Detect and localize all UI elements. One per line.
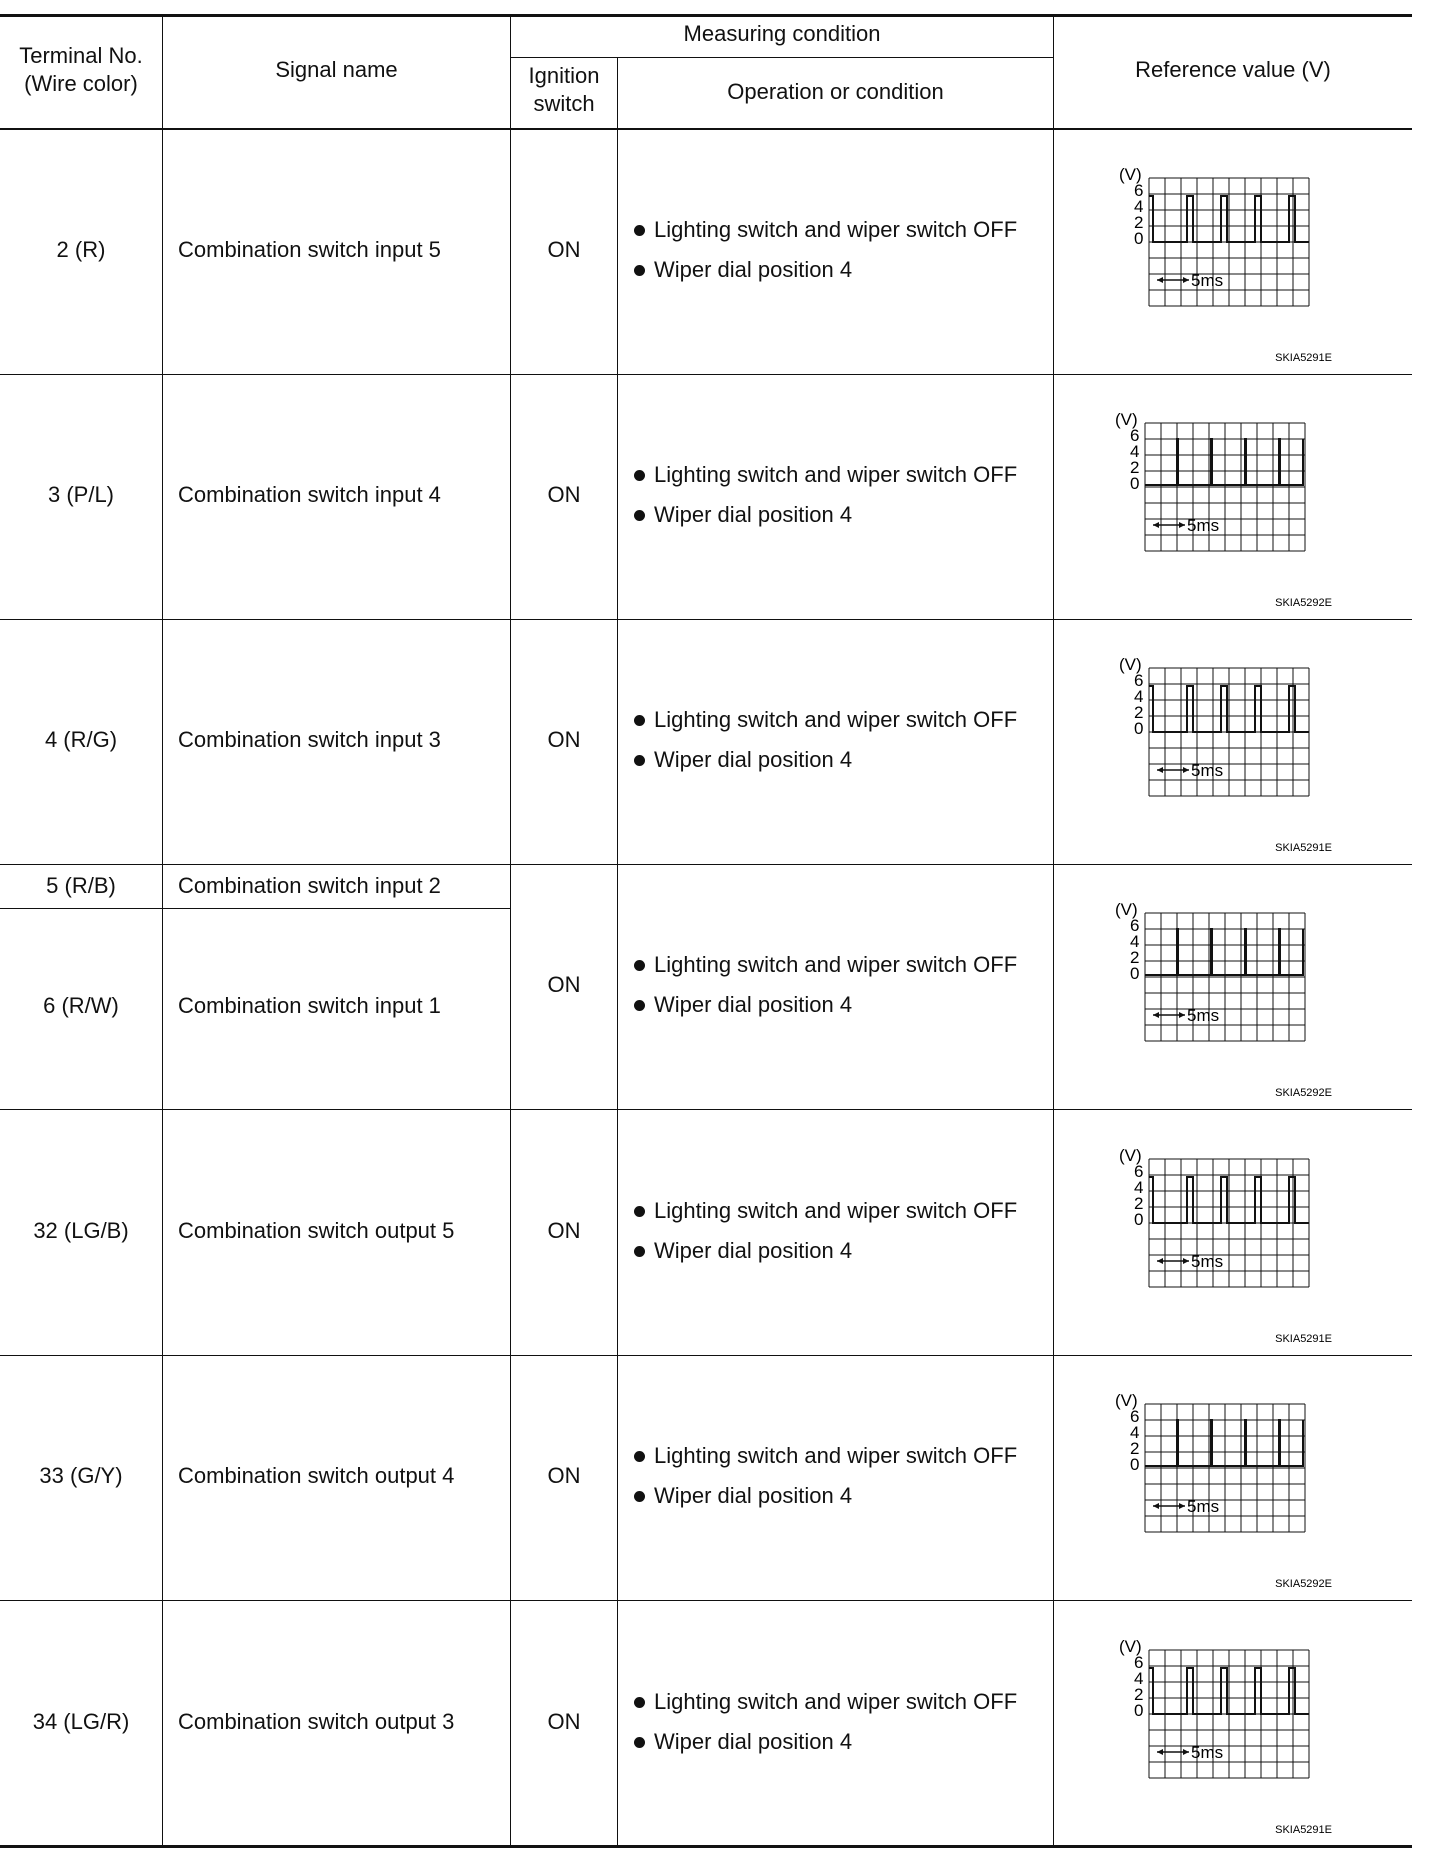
- signal-name-cell: Combination switch input 1: [178, 993, 441, 1018]
- arrow-head-left-icon: [1157, 1749, 1163, 1755]
- y-unit-label: (V): [1119, 1146, 1142, 1165]
- arrow-head-right-icon: [1183, 1749, 1189, 1755]
- bullet-dot-icon: [634, 1491, 645, 1502]
- y-tick-label: 0: [1134, 1701, 1144, 1720]
- arrow-head-left-icon: [1157, 277, 1163, 283]
- condition-bullet: [632, 1728, 1017, 1756]
- y-tick-label: 0: [1134, 719, 1144, 738]
- condition-bullet: [632, 256, 1017, 284]
- table-bottom-rule: [0, 1845, 1412, 1848]
- condition-bullet: [632, 706, 1017, 734]
- figure-code: SKIA5291E: [1275, 352, 1332, 364]
- column-divider: [510, 14, 511, 1847]
- waveform-trace: [1145, 1420, 1303, 1466]
- measuring-subheader-rule: [510, 57, 1053, 58]
- bullet-dot-icon: [634, 1697, 645, 1708]
- arrow-head-right-icon: [1183, 1258, 1189, 1264]
- arrow-head-left-icon: [1153, 1503, 1159, 1509]
- condition-cell: [632, 461, 1017, 541]
- figure-code: SKIA5292E: [1275, 1087, 1332, 1099]
- table-top-rule: [0, 14, 1412, 17]
- y-tick-label: 4: [1130, 1423, 1140, 1442]
- row-divider: [0, 864, 1412, 865]
- waveform-trace: [1145, 929, 1303, 975]
- condition-bullet: [632, 216, 1017, 244]
- header-measuring-condition: Measuring condition: [683, 21, 881, 46]
- condition-cell: [632, 1442, 1017, 1522]
- signal-name-cell: Combination switch output 4: [178, 1463, 455, 1488]
- waveform-figure: [1054, 1384, 1394, 1594]
- condition-cell: [632, 216, 1017, 296]
- ignition-cell: ON: [547, 237, 581, 262]
- condition-cell: [632, 706, 1017, 786]
- y-tick-label: 6: [1130, 1407, 1140, 1426]
- y-tick-label: 6: [1130, 916, 1140, 935]
- condition-text: Lighting switch and wiper switch OFF: [654, 1443, 1018, 1468]
- sub-row-divider: [0, 908, 510, 909]
- condition-text: Wiper dial position 4: [654, 1483, 853, 1508]
- bullet-dot-icon: [634, 960, 645, 971]
- header-signal-name: Signal name: [275, 57, 398, 82]
- condition-text: Wiper dial position 4: [654, 1729, 853, 1754]
- row-divider: [0, 1600, 1412, 1601]
- y-tick-label: 4: [1134, 1669, 1144, 1688]
- signal-name-cell: Combination switch output 5: [178, 1218, 455, 1243]
- waveform-figure: [1054, 1630, 1394, 1840]
- column-divider: [617, 57, 618, 1847]
- bullet-dot-icon: [634, 510, 645, 521]
- header-ignition-switch: [511, 62, 617, 118]
- y-tick-label: 2: [1134, 1194, 1144, 1213]
- y-tick-label: 6: [1134, 1162, 1144, 1181]
- column-divider: [162, 14, 163, 1847]
- y-tick-label: 2: [1134, 703, 1144, 722]
- header-terminal: [0, 42, 162, 98]
- y-tick-label: 6: [1134, 181, 1144, 200]
- header-bottom-rule: [0, 128, 1412, 130]
- ignition-cell: ON: [547, 1463, 581, 1488]
- arrow-head-right-icon: [1179, 1012, 1185, 1018]
- arrow-head-right-icon: [1179, 522, 1185, 528]
- ignition-cell: ON: [547, 1709, 581, 1734]
- condition-bullet: [632, 746, 1017, 774]
- y-unit-label: (V): [1115, 1391, 1138, 1410]
- y-tick-label: 6: [1134, 671, 1144, 690]
- y-tick-label: 2: [1130, 458, 1140, 477]
- arrow-head-right-icon: [1183, 767, 1189, 773]
- condition-text: Lighting switch and wiper switch OFF: [654, 217, 1018, 242]
- figure-code: SKIA5292E: [1275, 597, 1332, 609]
- condition-bullet: [632, 1442, 1017, 1470]
- header-terminal-line2: (Wire color): [24, 71, 138, 96]
- condition-bullet: [632, 501, 1017, 529]
- y-unit-label: (V): [1119, 1637, 1142, 1656]
- ignition-cell: ON: [547, 727, 581, 752]
- time-scale-label: 5ms: [1191, 1743, 1224, 1762]
- condition-bullet: [632, 461, 1017, 489]
- bullet-dot-icon: [634, 1451, 645, 1462]
- terminal-cell: 32 (LG/B): [33, 1218, 129, 1243]
- signal-name-cell: Combination switch input 2: [178, 873, 441, 898]
- condition-bullet: [632, 1482, 1017, 1510]
- time-scale-label: 5ms: [1187, 1006, 1220, 1025]
- ignition-cell: ON: [547, 972, 581, 997]
- row-divider: [0, 1355, 1412, 1356]
- bullet-dot-icon: [634, 1246, 645, 1257]
- condition-bullet: [632, 1688, 1017, 1716]
- condition-text: Lighting switch and wiper switch OFF: [654, 462, 1018, 487]
- arrow-head-left-icon: [1157, 1258, 1163, 1264]
- condition-cell: [632, 1688, 1017, 1768]
- condition-bullet: [632, 1197, 1017, 1225]
- header-operation: Operation or condition: [727, 79, 944, 104]
- waveform-figure: [1054, 403, 1394, 613]
- row-divider: [0, 374, 1412, 375]
- figure-code: SKIA5291E: [1275, 1333, 1332, 1345]
- waveform-figure: [1054, 648, 1394, 858]
- terminal-cell: 4 (R/G): [44, 727, 118, 752]
- arrow-head-left-icon: [1157, 767, 1163, 773]
- arrow-head-right-icon: [1183, 277, 1189, 283]
- condition-text: Wiper dial position 4: [654, 992, 853, 1017]
- condition-text: Wiper dial position 4: [654, 747, 853, 772]
- y-tick-label: 6: [1134, 1653, 1144, 1672]
- time-scale-label: 5ms: [1191, 761, 1224, 780]
- condition-cell: [632, 1197, 1017, 1277]
- y-tick-label: 0: [1130, 1455, 1140, 1474]
- time-scale-label: 5ms: [1191, 271, 1224, 290]
- figure-code: SKIA5291E: [1275, 842, 1332, 854]
- terminal-cell: 33 (G/Y): [39, 1463, 123, 1488]
- ignition-cell: ON: [547, 482, 581, 507]
- y-tick-label: 0: [1130, 474, 1140, 493]
- y-unit-label: (V): [1115, 900, 1138, 919]
- header-ignition-line1: Ignition: [528, 63, 600, 88]
- signal-name-cell: Combination switch input 5: [178, 237, 441, 262]
- waveform-figure: [1054, 158, 1394, 368]
- time-scale-label: 5ms: [1191, 1252, 1224, 1271]
- arrow-head-right-icon: [1179, 1503, 1185, 1509]
- y-unit-label: (V): [1119, 655, 1142, 674]
- row-divider: [0, 619, 1412, 620]
- condition-text: Wiper dial position 4: [654, 502, 853, 527]
- y-tick-label: 0: [1134, 229, 1144, 248]
- y-tick-label: 2: [1134, 213, 1144, 232]
- figure-code: SKIA5291E: [1275, 1824, 1332, 1836]
- y-tick-label: 4: [1134, 687, 1144, 706]
- bullet-dot-icon: [634, 265, 645, 276]
- y-tick-label: 6: [1130, 426, 1140, 445]
- bullet-dot-icon: [634, 1206, 645, 1217]
- condition-bullet: [632, 1237, 1017, 1265]
- signal-name-cell: Combination switch input 4: [178, 482, 441, 507]
- y-unit-label: (V): [1119, 165, 1142, 184]
- signal-name-cell: Combination switch input 3: [178, 727, 441, 752]
- waveform-trace: [1145, 439, 1303, 485]
- condition-text: Lighting switch and wiper switch OFF: [654, 707, 1018, 732]
- row-divider: [0, 1109, 1412, 1110]
- y-tick-label: 4: [1134, 1178, 1144, 1197]
- y-tick-label: 2: [1134, 1685, 1144, 1704]
- condition-cell: [632, 951, 1017, 1031]
- time-scale-label: 5ms: [1187, 1497, 1220, 1516]
- y-tick-label: 4: [1130, 442, 1140, 461]
- bullet-dot-icon: [634, 1737, 645, 1748]
- bullet-dot-icon: [634, 1000, 645, 1011]
- y-tick-label: 4: [1130, 932, 1140, 951]
- arrow-head-left-icon: [1153, 1012, 1159, 1018]
- y-tick-label: 0: [1134, 1210, 1144, 1229]
- condition-text: Lighting switch and wiper switch OFF: [654, 1689, 1018, 1714]
- y-tick-label: 0: [1130, 964, 1140, 983]
- terminal-cell: 6 (R/W): [43, 993, 119, 1018]
- condition-text: Lighting switch and wiper switch OFF: [654, 1198, 1018, 1223]
- header-ignition-line2: switch: [533, 91, 595, 116]
- y-tick-label: 2: [1130, 1439, 1140, 1458]
- y-unit-label: (V): [1115, 410, 1138, 429]
- terminal-cell: 3 (P/L): [47, 482, 115, 507]
- bullet-dot-icon: [634, 470, 645, 481]
- header-reference-value: Reference value (V): [1135, 57, 1331, 82]
- waveform-figure: [1054, 1139, 1394, 1349]
- terminal-cell: 2 (R): [56, 237, 106, 262]
- condition-text: Wiper dial position 4: [654, 1238, 853, 1263]
- ignition-cell: ON: [547, 1218, 581, 1243]
- condition-text: Lighting switch and wiper switch OFF: [654, 952, 1018, 977]
- terminal-cell: 5 (R/B): [46, 873, 116, 898]
- signal-name-cell: Combination switch output 3: [178, 1709, 455, 1734]
- bullet-dot-icon: [634, 225, 645, 236]
- header-terminal-line1: Terminal No.: [19, 43, 143, 68]
- y-tick-label: 2: [1130, 948, 1140, 967]
- figure-code: SKIA5292E: [1275, 1578, 1332, 1590]
- bullet-dot-icon: [634, 755, 645, 766]
- condition-text: Wiper dial position 4: [654, 257, 853, 282]
- condition-bullet: [632, 991, 1017, 1019]
- bullet-dot-icon: [634, 715, 645, 726]
- waveform-figure: [1054, 893, 1394, 1103]
- condition-bullet: [632, 951, 1017, 979]
- time-scale-label: 5ms: [1187, 516, 1220, 535]
- arrow-head-left-icon: [1153, 522, 1159, 528]
- terminal-cell: 34 (LG/R): [32, 1709, 130, 1734]
- y-tick-label: 4: [1134, 197, 1144, 216]
